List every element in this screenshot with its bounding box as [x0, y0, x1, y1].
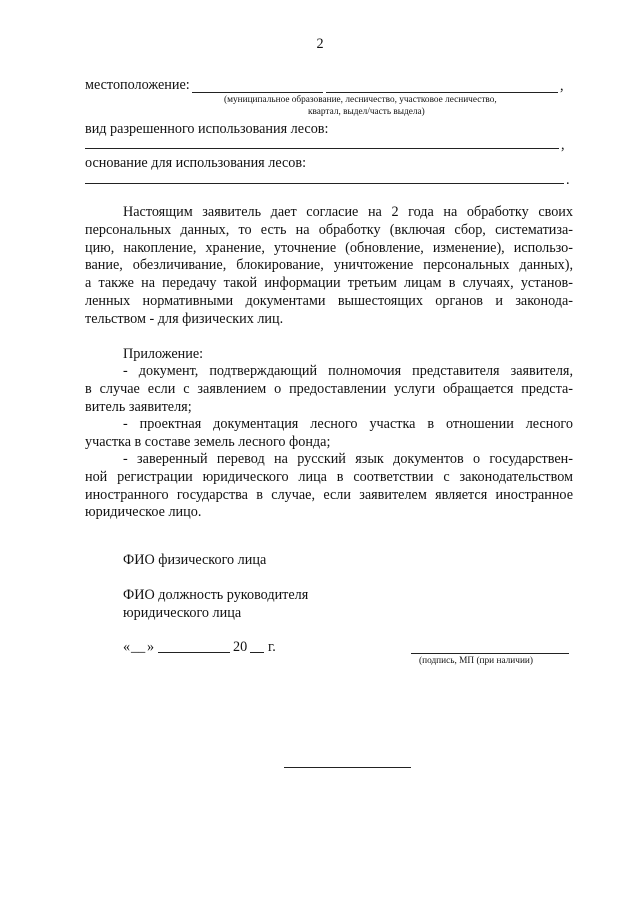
date-year-blank[interactable]: [250, 652, 264, 653]
individual-name-label: ФИО физического лица: [123, 552, 267, 568]
appendix-line: в случае если с заявлением о предоставлении услуги обращается предста-: [85, 380, 573, 397]
date-day-blank[interactable]: __: [131, 639, 146, 655]
appendix-line: юридическое лицо.: [85, 504, 202, 521]
location-blank-line[interactable]: [192, 92, 323, 93]
usage-comma: ,: [561, 137, 565, 153]
basis-label: основание для использования лесов:: [85, 155, 307, 171]
consent-line: ленных нормативными документами вышестоящих органов и законода-: [85, 292, 573, 309]
usage-blank-line[interactable]: [85, 148, 559, 149]
date-open-quote: «: [123, 639, 131, 655]
date-suffix: г.: [268, 639, 276, 655]
location-comma: ,: [560, 78, 564, 94]
consent-line: тельством - для физических лиц.: [85, 310, 284, 327]
basis-blank-line[interactable]: [85, 183, 564, 184]
head-position-label-2: юридического лица: [123, 605, 242, 621]
basis-period: .: [566, 172, 570, 188]
page-number: 2: [316, 36, 324, 52]
signature-line[interactable]: [411, 653, 569, 654]
appendix-line: ной регистрации юридического лица в соответствии с законодательством: [85, 468, 573, 485]
signature-hint: (подпись, МП (при наличии): [419, 656, 533, 666]
bottom-rule: [284, 767, 411, 768]
appendix-line: иностранного государства в случае, если заявителем является иностранное: [85, 486, 573, 503]
appendix-line: - заверенный перевод на русский язык документов о государствен-: [123, 451, 573, 467]
head-position-label: ФИО должность руководителя: [123, 587, 309, 603]
appendix-line: витель заявителя;: [85, 398, 192, 415]
location-hint: (муниципальное образование, лесничество, участковое лесничество,: [224, 95, 497, 105]
appendix-line: - документ, подтверждающий полномочия представителя заявителя,: [123, 363, 573, 379]
appendix-line: - проектная документация лесного участка в отношении лесного: [123, 416, 573, 432]
location-label: местоположение:: [85, 77, 190, 93]
usage-label: вид разрешенного использования лесов:: [85, 121, 329, 137]
appendix-item-3: [85, 451, 573, 522]
consent-line: персональных данных, то есть на обработку (включая сбор, систематиза-: [85, 221, 573, 238]
consent-line: а также на передачу такой информации третьим лицам в случаях, установ-: [85, 275, 573, 292]
date-year: 20: [233, 639, 248, 655]
appendix-line: участка в составе земель лесного фонда;: [85, 433, 331, 450]
consent-line: цию, накопление, хранение, уточнение (обновление, изменение), использо-: [85, 239, 573, 256]
appendix-title: Приложение:: [123, 346, 204, 362]
consent-paragraph: [85, 204, 573, 329]
consent-line: вание, обезличивание, блокирование, уничтожение персональных данных),: [85, 257, 573, 274]
location-blank-line-2[interactable]: [326, 92, 558, 93]
date-month-blank[interactable]: [158, 652, 230, 653]
location-hint: квартал, выдел/часть выдела): [308, 107, 425, 117]
consent-line: Настоящим заявитель дает согласие на 2 года на обработку своих: [123, 204, 573, 220]
appendix-item-2: [85, 416, 573, 452]
date-close-quote: »: [147, 639, 155, 655]
appendix-item-1: [85, 363, 573, 416]
